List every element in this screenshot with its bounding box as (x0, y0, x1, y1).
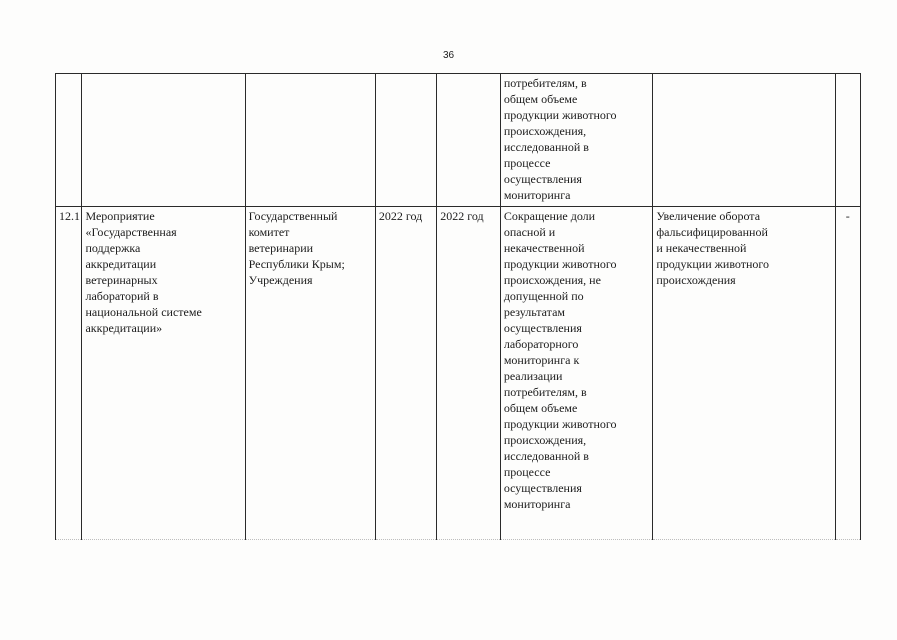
indicator-line: осуществления (503, 172, 582, 186)
indicator-line: осуществления (503, 481, 582, 495)
cell-indicator (500, 74, 653, 207)
consequence-line: продукции животного (656, 257, 770, 271)
indicator-line: допущенной по (503, 289, 584, 303)
indicator-line: продукции животного (503, 417, 617, 431)
measure-line: «Государственная (85, 225, 177, 239)
table-row-12-1 (56, 207, 861, 540)
cell-number: 12.1 (56, 207, 82, 540)
indicator-line: мониторинга (503, 188, 571, 202)
indicator-line: мониторинга (503, 497, 571, 511)
measure-line: ветеринарных (85, 273, 158, 287)
indicator-line: исследованной в (503, 449, 589, 463)
indicator-line: исследованной в (503, 140, 589, 154)
consequence-line: Увеличение оборота (656, 209, 761, 223)
executor-line: Государственный (248, 209, 338, 223)
table-row-continued (56, 74, 861, 207)
indicator-line: потребителям, в (503, 385, 587, 399)
executor-line: Республики Крым; (248, 257, 345, 271)
indicator-line: происхождения, (503, 124, 587, 138)
indicator-line: реализации (503, 369, 563, 383)
executor-line: ветеринарии (248, 241, 314, 255)
indicator-line: продукции животного (503, 257, 617, 271)
cell-measure (82, 207, 245, 540)
page-number: 36 (442, 50, 455, 61)
cell-end-year: 2022 год (437, 207, 501, 540)
measure-line: аккредитации (85, 257, 157, 271)
indicator-line: общем объеме (503, 401, 578, 415)
indicator-line: результатам (503, 305, 565, 319)
cell-measure (82, 74, 245, 207)
indicator-line: мониторинга к (503, 353, 580, 367)
cell-indicator (500, 207, 653, 540)
cell-consequence (653, 207, 835, 540)
measure-line: Мероприятие (85, 209, 155, 223)
cell-number (56, 74, 82, 207)
indicator-line: некачественной (503, 241, 585, 255)
cell-end-year (437, 74, 501, 207)
cell-consequence (653, 74, 835, 207)
measure-line: национальной системе (85, 305, 202, 319)
indicator-line: происхождения, не (503, 273, 601, 287)
measure-line: лабораторий в (85, 289, 159, 303)
indicator-line: процессе (503, 465, 551, 479)
indicator-line: общем объеме (503, 92, 578, 106)
indicator-line: потребителям, в (503, 76, 587, 90)
cell-executor (245, 74, 375, 207)
indicator-line: осуществления (503, 321, 582, 335)
cell-start-year: 2022 год (375, 207, 436, 540)
cell-link: - (835, 207, 860, 540)
indicator-line: опасной и (503, 225, 556, 239)
cell-start-year (375, 74, 436, 207)
consequence-line: происхождения (656, 273, 736, 287)
cell-link (835, 74, 860, 207)
measure-line: аккредитации» (85, 321, 163, 335)
indicator-line: происхождения, (503, 433, 587, 447)
indicator-line: лабораторного (503, 337, 579, 351)
executor-line: Учреждения (248, 273, 313, 287)
cell-executor (245, 207, 375, 540)
measure-line: поддержка (85, 241, 141, 255)
executor-line: комитет (248, 225, 290, 239)
consequence-line: фальсифицированной (656, 225, 768, 239)
indicator-line: продукции животного (503, 108, 617, 122)
consequence-line: и некачественной (656, 241, 747, 255)
indicator-line: Сокращение доли (503, 209, 596, 223)
program-table (55, 73, 861, 553)
indicator-line: процессе (503, 156, 551, 170)
